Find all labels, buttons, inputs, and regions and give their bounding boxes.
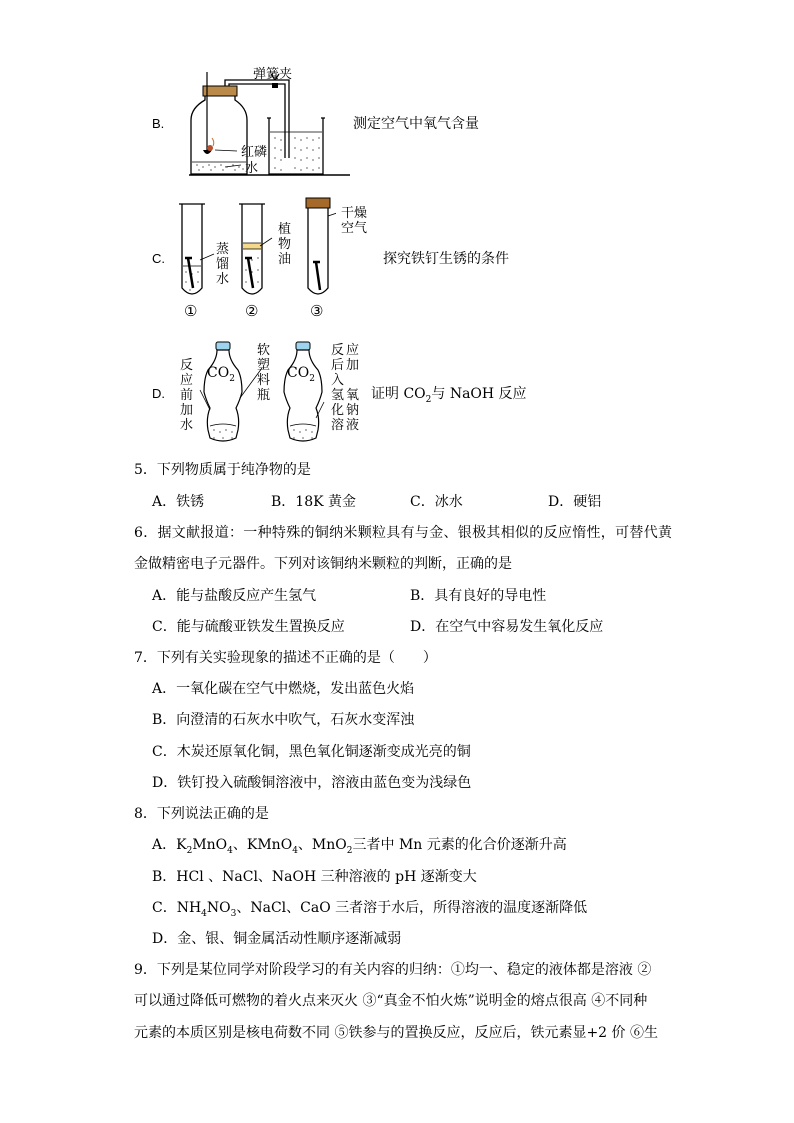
q6-option-c: C．能与硫酸亚铁发生置换反应	[152, 619, 345, 635]
q5-option-a: A．铁锈	[152, 494, 205, 510]
q9-line1: 9．下列是某位同学对阶段学习的有关内容的归纳：①均一、稳定的液体都是溶液 ②	[134, 962, 652, 978]
co2-label-right: $CO_2$	[287, 365, 315, 384]
q9-line2: 可以通过降低可燃物的着火点来灭火 ③“真金不怕火炼”说明金的熔点很高 ④不同种	[134, 993, 648, 1009]
q9-line3: 元素的本质区别是核电荷数不同 ⑤铁参与的置换反应，反应后，铁元素显+2 价 ⑥生	[134, 1025, 658, 1041]
tube-number-3: ③	[310, 302, 324, 320]
q7-option-b: B．向澄清的石灰水中吹气，石灰水变浑浊	[152, 712, 415, 728]
q7-option-c: C．木炭还原氧化铜，黑色氧化铜逐渐变成光亮的铜	[152, 744, 471, 760]
spring-clamp-label: 弹簧夹	[253, 67, 293, 82]
co2-label-left: $CO_2$	[207, 365, 235, 384]
q6-option-d: D．在空气中容易发生氧化反应	[410, 619, 604, 635]
soft-plastic-bottle-label: 软 塑 料 瓶	[257, 343, 271, 403]
caption-c: 探究铁钉生锈的条件	[383, 251, 509, 267]
q6-option-b: B．具有良好的导电性	[410, 588, 547, 604]
q5-option-d: D．硬铝	[548, 494, 602, 510]
q7-option-a: A．一氧化碳在空气中燃烧，发出蓝色火焰	[152, 681, 415, 697]
dry-air-label: 干燥 空气	[341, 206, 368, 236]
tube-number-2: ②	[245, 302, 259, 320]
q6-stem-line1: 6．据文献报道：一种特殊的铜纳米颗粒具有与金、银极其相似的反应惰性，可替代黄	[134, 525, 673, 541]
red-phosphorus-label: 红磷	[241, 145, 268, 160]
q6-stem-line2: 金做精密电子元器件。下列对该铜纳米颗粒的判断，正确的是	[134, 556, 512, 572]
water-label-b: 水	[245, 161, 259, 176]
q5-option-b: B．18K 黄金	[271, 494, 357, 510]
q8-option-b: B．HCl 、NaCl、NaOH 三种溶液的 pH 逐渐变大	[152, 869, 477, 885]
option-d-letter: D.	[152, 386, 165, 401]
tube-number-1: ①	[184, 302, 198, 320]
iron-rust-test-tubes	[176, 196, 336, 300]
option-b-letter: B.	[152, 116, 165, 131]
caption-d: 证明 $CO_2$与 NaOH 反应	[371, 386, 527, 405]
q6-option-a: A．能与盐酸反应产生氢气	[152, 588, 317, 604]
after-reaction-naoh-label: 反 后 入 氢 化 溶 应 加 氧 钠 液	[330, 343, 359, 433]
caption-b: 测定空气中氧气含量	[353, 116, 479, 132]
q8-option-c: C．$NH_4NO_3$、NaCl、CaO 三者溶于水后，所得溶液的温度逐渐降低	[152, 900, 588, 919]
option-c-letter: C.	[152, 251, 165, 266]
q5-stem: 5．下列物质属于纯净物的是	[134, 462, 311, 478]
q8-option-a: A．$K_2MnO_4$、KMnO$_4$、MnO$_2$三者中 Mn 元素的化合价逐渐升高	[152, 837, 567, 856]
before-reaction-water-label: 反 应 前 加 水	[180, 358, 194, 433]
vegetable-oil-label: 植 物 油	[278, 222, 292, 267]
q8-stem: 8．下列说法正确的是	[134, 806, 269, 822]
q7-option-d: D．铁钉投入硫酸铜溶液中，溶液由蓝色变为浅绿色	[152, 775, 472, 791]
q8-option-d: D．金、银、铜金属活动性顺序逐渐减弱	[152, 931, 402, 947]
q7-stem: 7．下列有关实验现象的描述不正确的是（ ）	[134, 650, 437, 666]
q5-option-c: C．冰水	[410, 494, 463, 510]
distilled-water-label: 蒸 馏 水	[216, 242, 230, 287]
